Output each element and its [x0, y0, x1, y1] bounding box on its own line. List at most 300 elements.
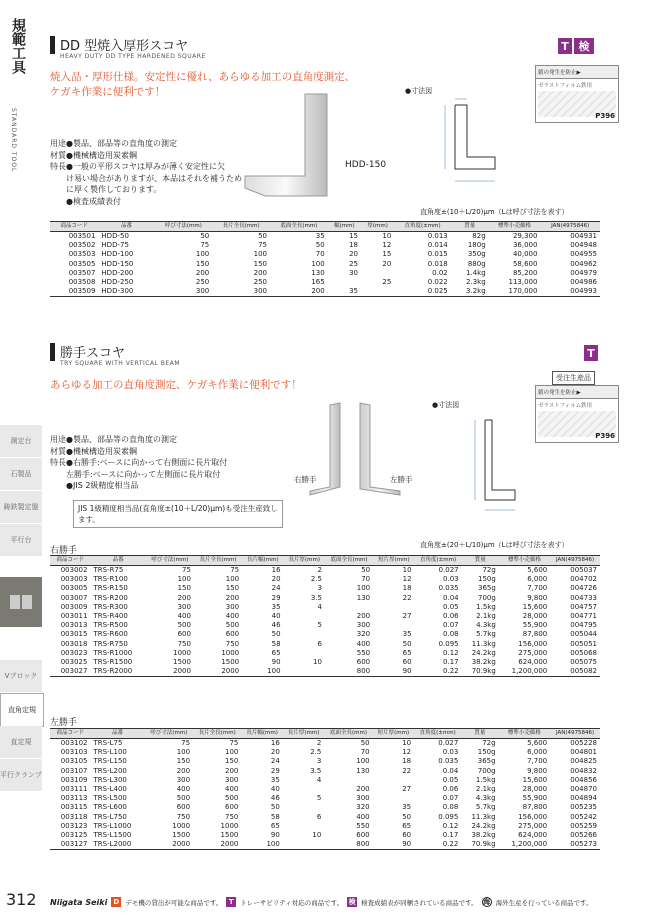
section2-title: 勝手スコヤ	[60, 346, 126, 361]
table-cell: 0.013	[427, 232, 448, 241]
table-row	[50, 278, 600, 287]
table-cell: 700g	[477, 766, 496, 775]
table-cell: 3.5	[310, 766, 322, 775]
table-cell: 0.12	[442, 821, 459, 830]
table-cell: 624,000	[518, 657, 548, 666]
table-cell: 150	[225, 584, 240, 593]
table-row	[50, 250, 600, 259]
table-cell: 1500	[220, 830, 239, 839]
table-cell: 1,200,000	[499, 667, 550, 677]
table-cell: 0.022	[427, 278, 448, 287]
table-cell: 0.08	[442, 803, 459, 812]
table-cell: 100	[241, 840, 282, 850]
table-row	[50, 575, 600, 584]
table-cell: HDD-150	[101, 259, 134, 268]
column-header: 呼び寸法(mm)	[145, 729, 193, 739]
traceability-badge: T	[584, 345, 598, 361]
table-cell: 46	[271, 621, 281, 630]
column-header: 商品コード	[50, 556, 90, 566]
table-cell: TRS-R200	[93, 593, 128, 602]
side-tab-parallel[interactable]: 平行台	[0, 524, 42, 557]
table-cell	[373, 776, 414, 785]
table-cell: 300	[177, 602, 191, 611]
table-cell: TRS-R500	[93, 621, 128, 630]
table-cell: 24	[270, 757, 280, 766]
table-cell: 90	[373, 667, 414, 677]
table-cell: 15	[349, 232, 359, 241]
table-cell: 0.07	[443, 621, 459, 630]
table-cell	[361, 287, 394, 297]
table-cell: 005037	[570, 566, 597, 575]
table-cell: 003508	[68, 278, 96, 287]
table-cell: 200	[225, 593, 240, 602]
table-cell: 130	[311, 268, 325, 277]
table-cell: 004825	[570, 757, 597, 766]
table-row	[50, 260, 600, 269]
table-cell: TRS-R75	[93, 566, 124, 575]
table-cell: 5	[316, 794, 322, 803]
table-row	[50, 621, 600, 630]
table-row	[50, 612, 600, 621]
table-cell: 7,700	[527, 584, 548, 593]
table-cell: TRS-R600	[93, 630, 128, 639]
table-cell: 9,800	[527, 593, 548, 602]
table-cell: 2.1kg	[476, 612, 496, 621]
footer-inspection-text: 検査成績表が同梱されている商品です。	[361, 898, 478, 907]
table-row	[50, 831, 600, 840]
table-cell: 12	[382, 241, 392, 250]
table-cell: 4	[316, 775, 322, 784]
table-cell: 005075	[570, 657, 597, 666]
table-cell: 750	[177, 639, 191, 648]
table-row	[50, 785, 600, 794]
table-cell: 46	[270, 794, 280, 803]
table-cell: 16	[271, 566, 281, 575]
table-cell: 005266	[570, 830, 597, 839]
table-cell: 600	[224, 803, 239, 812]
side-tab-parallel-clamp[interactable]: 平行クランプ	[0, 759, 42, 792]
table-cell	[361, 269, 394, 278]
table-cell: 100	[356, 757, 370, 766]
table-cell: 36,000	[512, 241, 538, 250]
side-tab-straight-edge[interactable]: 直定規	[0, 726, 42, 759]
table-cell: 500	[224, 794, 239, 803]
table-cell: 58	[271, 639, 281, 648]
table-cell: 10	[312, 830, 322, 839]
table-cell: 003102	[60, 739, 88, 748]
table-cell: 50	[361, 566, 371, 575]
table-cell	[373, 603, 414, 612]
table-cell: 82g	[472, 232, 486, 241]
right-hand-table-label: 右勝手	[50, 546, 78, 556]
table-cell: 38.2kg	[471, 830, 496, 839]
table-cell: 003125	[60, 830, 88, 839]
table-cell: 600	[177, 630, 191, 639]
column-header: 底面全長(mm)	[270, 222, 328, 232]
column-header: 質量	[461, 729, 498, 739]
table-cell: 004795	[570, 621, 597, 630]
side-tab-stone[interactable]: 石製品	[0, 458, 42, 491]
table-cell: 24.2kg	[471, 648, 496, 657]
table-cell: 75	[258, 241, 267, 250]
table-cell: 75	[182, 566, 191, 575]
table-cell: HDD-75	[101, 241, 129, 250]
table-cell: 003118	[60, 812, 88, 821]
table-cell: 6	[316, 812, 322, 821]
table-cell: 12	[402, 748, 412, 757]
section-bar	[50, 36, 55, 54]
table-cell	[283, 803, 324, 812]
table-cell: 20	[382, 259, 392, 268]
side-title: 規範工具	[10, 18, 26, 74]
table-cell: 100	[253, 250, 267, 259]
table-cell: 65	[402, 821, 412, 830]
table-row	[50, 813, 600, 822]
table-cell: 2.5	[310, 748, 322, 757]
section2-sunbox[interactable]: 錆の発生を防止▶ ゼラストフィルム鉄用 P396	[535, 385, 619, 443]
side-title-en: STANDARD TOOL	[10, 108, 17, 173]
table-cell: 003023	[60, 648, 88, 657]
table-cell: 5	[317, 621, 322, 630]
table-cell: TRS-L150	[93, 757, 127, 766]
side-tab-surface-plate[interactable]: 鋳鉄製定盤	[0, 491, 42, 524]
table-cell: 004993	[540, 287, 600, 297]
table-cell: 0.17	[442, 830, 459, 839]
table-cell: 100	[242, 667, 283, 677]
section1-title: DD 型焼入厚形スコヤ	[60, 39, 189, 54]
table-cell: 5.7kg	[476, 630, 496, 639]
table-cell: 22	[402, 766, 412, 775]
column-header: 短片厚(mm)	[373, 729, 414, 739]
table-cell: 35	[270, 775, 280, 784]
table-cell: 35	[402, 803, 412, 812]
table-cell	[373, 794, 414, 803]
table-cell: 400	[356, 812, 370, 821]
column-header: JAN(4975846)	[550, 729, 600, 739]
table-cell: 300	[356, 621, 371, 630]
section1-subtitle: HEAVY DUTY DD TYPE HARDENED SQUARE	[60, 53, 206, 60]
section2-formula: 直角度±(20＋L/10)μm（Lは呼び寸法を表す）	[420, 541, 569, 549]
table-cell: 200	[270, 287, 328, 297]
table-cell: 10	[402, 739, 412, 748]
table-cell: 005051	[570, 639, 597, 648]
column-header: 厚(mm)	[361, 222, 394, 232]
overseas-icon: 海	[483, 898, 491, 906]
table-cell: 2.5	[310, 575, 322, 584]
table-cell: 004986	[570, 278, 597, 287]
table-cell: 003109	[60, 775, 88, 784]
inspection-icon: 検	[348, 898, 356, 906]
side-tab-image	[0, 577, 42, 628]
table-cell: 24	[271, 584, 281, 593]
section1-dimension-label: ●寸法図	[405, 87, 433, 95]
made-to-order-badge: 受注生産品	[552, 371, 595, 385]
table-cell: 65	[270, 821, 280, 830]
brand-logo: Niigata Seiki	[50, 897, 108, 907]
table-cell: 0.22	[414, 840, 461, 850]
table-cell: 275,000	[518, 821, 548, 830]
table-cell: 5.7kg	[475, 803, 496, 812]
table-cell: TRS-R300	[93, 602, 128, 611]
table-cell: 300	[155, 287, 213, 297]
table-cell: 85,200	[512, 268, 538, 277]
table-cell: 180g	[467, 241, 486, 250]
table-cell: 20	[271, 575, 281, 584]
table-cell: 50	[270, 803, 280, 812]
footer-demo-text: デモ機の貸出が可能な商品です。	[125, 898, 223, 907]
table-cell: 100	[224, 748, 239, 757]
column-header: 直角度(±mm)	[394, 222, 450, 232]
table-cell: 75	[200, 241, 210, 250]
table-cell: 165	[311, 278, 325, 287]
table-cell: 350g	[467, 250, 486, 259]
column-header: 品番	[91, 729, 145, 739]
table-cell: 003013	[60, 621, 88, 630]
table-cell: 003502	[68, 241, 96, 250]
table-cell: 10	[402, 566, 412, 575]
side-tab-measuring-table[interactable]: 測定台	[0, 425, 42, 458]
table-cell: 50	[402, 639, 412, 648]
table-cell: 50	[315, 241, 325, 250]
table-cell: 004979	[570, 268, 597, 277]
side-tab-vblock[interactable]: Vブロック	[0, 660, 42, 693]
table-cell: 20	[349, 250, 359, 259]
table-row	[50, 767, 600, 776]
table-cell: 2	[316, 739, 322, 748]
table-cell: TRS-L1500	[93, 830, 132, 839]
table-cell: 005235	[570, 803, 597, 812]
section1-dimension-drawing	[425, 95, 525, 195]
hdd-square-image	[235, 92, 385, 212]
table-cell: 1.5kg	[476, 602, 496, 611]
table-cell: 75	[229, 739, 239, 748]
table-cell: 18	[349, 241, 359, 250]
table-cell: 11.3kg	[471, 639, 496, 648]
table-cell: 22	[402, 593, 412, 602]
section2-description: 用途●製品、部品等の直角度の測定 材質●機械構造用炭素鋼 特長●右勝手:ベースに向かって右側面に長片取付 左勝手:ベースに向かって左側面に長片取付 ●JIS 2級精度相当品	[50, 435, 228, 490]
table-cell: 0.03	[442, 748, 459, 757]
table-cell	[328, 278, 361, 287]
table-cell: 200	[356, 612, 371, 621]
table-cell: 0.014	[427, 241, 448, 250]
table-cell: 003105	[60, 757, 88, 766]
table-cell: 27	[402, 612, 412, 621]
table-cell: 2000	[193, 840, 241, 850]
table-cell: 200	[253, 268, 267, 277]
table-cell: 750	[224, 812, 239, 821]
table-cell: 500	[177, 621, 191, 630]
table-cell: TRS-L100	[93, 748, 127, 757]
column-header: 長片厚(mm)	[284, 556, 325, 566]
table-cell: 004870	[570, 785, 597, 794]
table-row	[50, 840, 600, 850]
table-cell: 10	[382, 232, 392, 241]
table-cell: 150	[253, 259, 267, 268]
table-cell: 0.17	[443, 657, 459, 666]
table-cell	[283, 785, 324, 794]
table-cell: 150g	[477, 748, 496, 757]
column-header: 標準小売価格	[499, 729, 551, 739]
table-cell: HDD-100	[101, 250, 134, 259]
table-row	[50, 739, 600, 749]
left-hand-table	[50, 728, 600, 850]
table-cell: 003027	[50, 667, 90, 677]
table-row	[50, 794, 600, 803]
section2-subtitle: TRY SQUARE WITH VERTICAL BEAM	[60, 360, 180, 367]
section1-table	[50, 221, 600, 297]
table-row	[50, 594, 600, 603]
table-cell: 005228	[570, 739, 597, 748]
table-cell: 004832	[570, 766, 597, 775]
table-cell: 3.2kg	[451, 287, 489, 297]
table-cell: 0.02	[432, 268, 448, 277]
table-cell: 300	[224, 775, 239, 784]
section2-note: JIS 1級精度相当品(直角度±(10＋L/20)μm)も受注生産致します。	[73, 500, 283, 528]
table-row	[50, 603, 600, 612]
table-cell: 3	[316, 757, 322, 766]
table-cell: 30	[349, 268, 359, 277]
table-cell: 70	[315, 250, 325, 259]
table-cell: 0.22	[415, 667, 462, 677]
table-cell: 1500	[221, 657, 240, 666]
table-cell: 003009	[60, 602, 88, 611]
table-cell	[284, 667, 325, 677]
right-hand-table	[50, 555, 600, 677]
column-header: 長片厚(mm)	[283, 729, 324, 739]
table-cell: 5,600	[527, 566, 548, 575]
table-cell: 0.07	[442, 794, 459, 803]
table-cell: 0.08	[443, 630, 459, 639]
table-cell: 40,000	[512, 250, 538, 259]
table-cell: TRS-R400	[93, 612, 128, 621]
table-row	[50, 232, 600, 242]
table-cell: 200	[176, 766, 191, 775]
column-header: 長片全長(mm)	[212, 222, 270, 232]
table-cell: 320	[356, 630, 371, 639]
table-cell: 55,900	[522, 794, 548, 803]
table-cell: 10	[313, 657, 322, 666]
table-row	[50, 584, 600, 593]
page-number: 312	[6, 890, 37, 909]
table-cell: 004955	[570, 250, 597, 259]
table-cell: 2	[317, 566, 322, 575]
table-cell: 150	[176, 757, 191, 766]
table-cell: 005082	[550, 667, 600, 677]
table-cell: 100	[177, 575, 191, 584]
table-cell: 150g	[478, 575, 496, 584]
column-header: 品番	[90, 556, 145, 566]
column-header: 質量	[462, 556, 499, 566]
table-cell: 500	[176, 794, 191, 803]
table-cell: 600	[176, 803, 191, 812]
table-cell: TRS-L75	[93, 739, 123, 748]
table-cell: 90	[373, 840, 414, 850]
right-hand-label: 右勝手	[294, 475, 317, 484]
table-cell: 003103	[60, 748, 88, 757]
table-cell: 550	[356, 648, 371, 657]
table-cell: 130	[356, 593, 371, 602]
table-cell: 400	[176, 785, 191, 794]
table-row	[50, 776, 600, 785]
table-cell: 65	[271, 648, 281, 657]
table-cell: 100	[356, 584, 371, 593]
table-row	[50, 649, 600, 658]
table-cell: 005273	[550, 840, 600, 850]
table-cell: 0.035	[438, 584, 459, 593]
table-cell: 300	[225, 602, 240, 611]
table-cell: 003505	[68, 259, 96, 268]
table-cell: 2.3kg	[466, 278, 486, 287]
table-row	[50, 630, 600, 639]
table-cell: TRS-R100	[93, 575, 128, 584]
column-header: 底面全長(mm)	[324, 729, 372, 739]
table-cell: 29,300	[512, 232, 538, 241]
table-cell: 12	[402, 575, 412, 584]
section1-description: 用途●製品、部品等の直角度の測定 材質●機械構造用炭素鋼 特長●一般の平形スコヤは厚みが薄く安定性に欠 け易い場合がありますが、本品はそれを補うため に厚く製作しております。 ●検査成績表付	[50, 139, 242, 206]
column-header: 品番	[98, 222, 154, 232]
table-row	[50, 667, 600, 677]
table-cell: 25	[382, 278, 392, 287]
table-cell: 15,600	[522, 602, 548, 611]
table-cell: 003007	[60, 593, 88, 602]
column-header: 幅(mm)	[328, 222, 361, 232]
table-cell: 1000	[221, 648, 240, 657]
table-cell: 0.095	[438, 639, 459, 648]
demo-icon: D	[111, 897, 121, 907]
table-cell: 200	[224, 766, 239, 775]
inspection-badge: 検	[574, 38, 594, 54]
table-cell: 40	[270, 785, 280, 794]
table-cell: 1500	[173, 657, 191, 666]
table-cell: TRS-L400	[93, 785, 127, 794]
table-cell: 0.035	[438, 757, 459, 766]
table-cell: 800	[324, 840, 372, 850]
table-cell: 0.04	[443, 593, 459, 602]
table-cell: 600	[356, 657, 371, 666]
column-header: 質量	[451, 222, 489, 232]
table-cell: 003003	[60, 575, 88, 584]
table-cell: 65	[402, 648, 412, 657]
table-row	[50, 803, 600, 812]
table-cell: 700g	[478, 593, 496, 602]
table-cell: 004801	[570, 748, 597, 757]
table-cell: 72g	[482, 739, 496, 748]
table-cell: 58,600	[512, 259, 538, 268]
table-cell: 1.5kg	[475, 775, 496, 784]
table-cell: 0.095	[438, 812, 459, 821]
table-cell: 200	[195, 268, 210, 277]
table-cell	[283, 822, 324, 831]
section-bar	[50, 343, 55, 361]
table-cell: 005068	[570, 648, 597, 657]
table-cell: 55,900	[522, 621, 548, 630]
table-cell: TRS-L200	[93, 766, 127, 775]
section1-sunbox[interactable]: 錆の発生を防止▶ ゼラストフィルム鉄用 P396	[535, 65, 619, 123]
table-cell: 0.027	[438, 739, 459, 748]
table-cell: 0.027	[438, 566, 459, 575]
table-cell: 880g	[467, 259, 486, 268]
table-cell: 6	[317, 639, 322, 648]
left-hand-table-label: 左勝手	[50, 718, 78, 728]
table-cell: 29	[270, 766, 280, 775]
table-cell: 0.06	[443, 612, 459, 621]
table-cell: 35	[315, 232, 325, 241]
table-cell: 500	[225, 621, 240, 630]
table-cell: TRS-R750	[93, 639, 128, 648]
table-cell: TRS-L300	[93, 775, 127, 784]
table-cell: 400	[177, 612, 191, 621]
side-tab-square[interactable]: 直角定規	[0, 693, 44, 727]
